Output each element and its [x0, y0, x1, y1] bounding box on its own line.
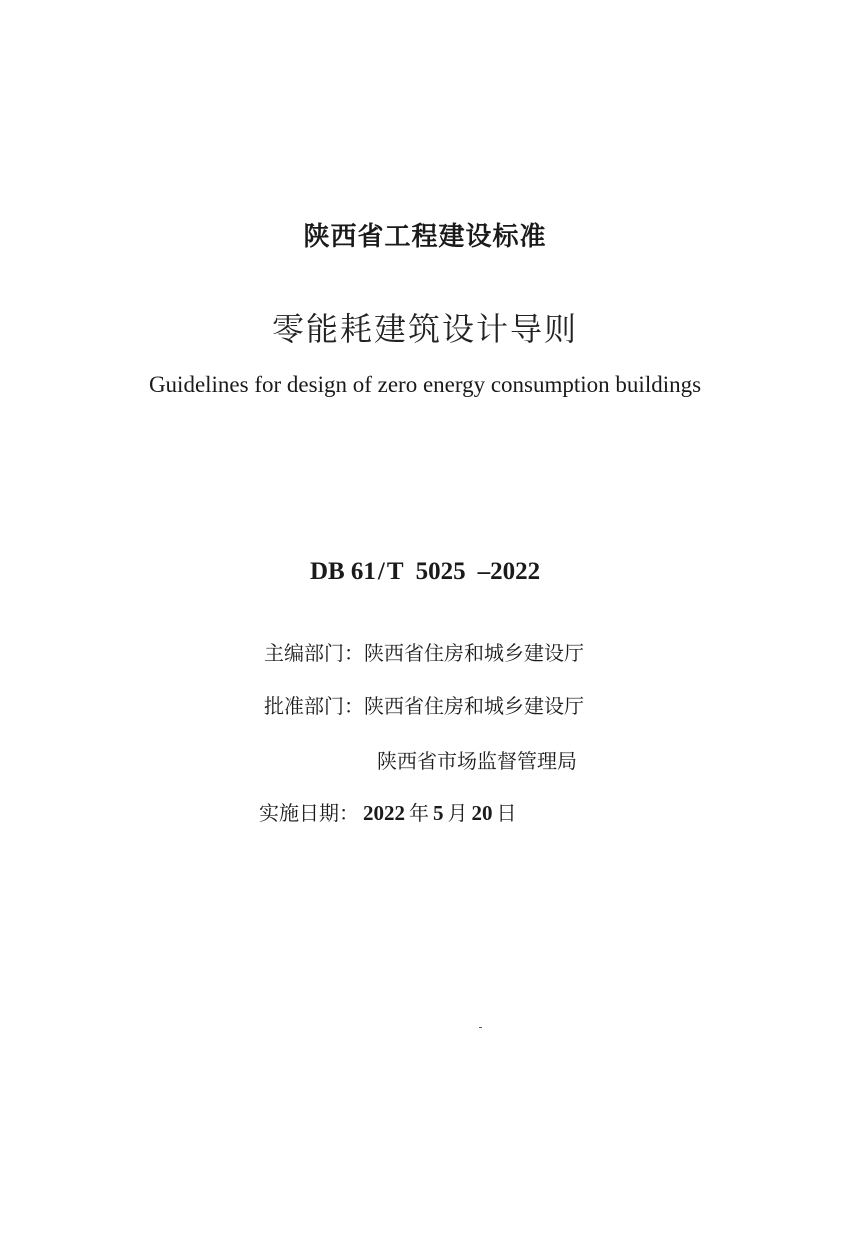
- standard-code-number: 5025: [415, 558, 466, 585]
- standard-code-slash: /: [377, 558, 385, 585]
- standard-code-dash: –: [477, 558, 491, 585]
- approver-value-1: 陕西省住房和城乡建设厅: [364, 694, 584, 718]
- standard-code-prefix: DB 61: [309, 558, 376, 585]
- approver-value-2: 陕西省市场监督管理局: [377, 749, 577, 773]
- chief-editor-value: 陕西省住房和城乡建设厅: [364, 641, 584, 665]
- document-title-english: Guidelines for design of zero energy consumption buildings: [148, 372, 702, 397]
- standard-code: [0, 558, 850, 586]
- approver-label: 批准部门：: [264, 694, 364, 718]
- scan-dot-mark: [479, 1027, 482, 1028]
- effective-date-row: [259, 797, 517, 826]
- effective-date-month: 5: [433, 801, 444, 825]
- effective-date-day-unit: 日: [496, 801, 517, 825]
- standard-category-heading: 陕西省工程建设标准: [303, 222, 547, 252]
- approver-row-2: [377, 745, 577, 774]
- approver-row: [264, 690, 584, 719]
- effective-date-label: 实施日期：: [259, 801, 359, 825]
- standard-code-type: T: [386, 558, 404, 585]
- standard-code-year: 2022: [490, 558, 541, 585]
- chief-editor-row: [264, 637, 584, 666]
- effective-date-year: 2022: [363, 801, 405, 825]
- effective-date-day: 20: [471, 801, 493, 825]
- effective-date-year-unit: 年: [409, 801, 429, 825]
- document-title-chinese: 零能耗建筑设计导则: [271, 310, 578, 348]
- effective-date-month-unit: 月: [447, 801, 468, 825]
- chief-editor-label: 主编部门：: [264, 641, 364, 665]
